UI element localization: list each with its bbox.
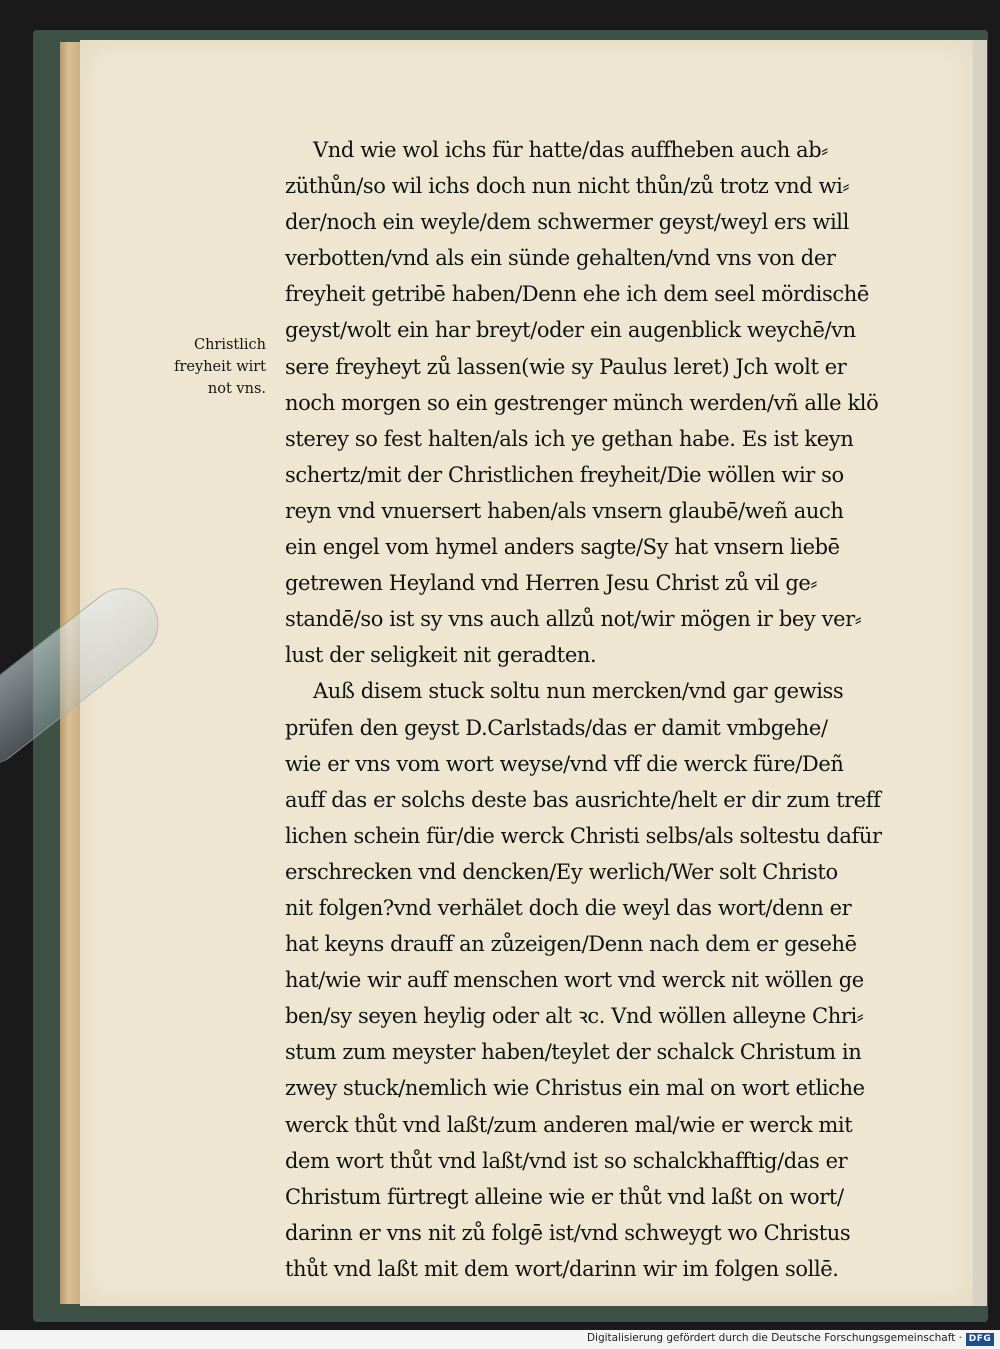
text-line: standē/so ist sy vns auch allzů not/wir mögen ir bey ver⸗ — [285, 607, 862, 632]
page-gutter — [973, 40, 987, 1306]
text-line: hat keyns drauff an zůzeigen/Denn nach dem er gesehē — [285, 932, 857, 957]
text-line: lichen schein für/die werck Christi selbs/als soltestu dafür — [285, 823, 882, 848]
text-line: auff das er solchs deste bas ausrichte/helt er dir zum treff — [285, 787, 881, 812]
text-line: werck thůt vnd laßt/zum anderen mal/wie er werck mit — [285, 1112, 853, 1137]
text-line: Auß disem stuck soltu nun mercken/vnd gar gewiss — [313, 679, 844, 704]
text-line: zwey stuck/nemlich wie Christus ein mal on wort etliche — [285, 1076, 865, 1101]
text-line: sere freyheyt zů lassen(wie sy Paulus leret) Jch wolt er — [285, 354, 847, 379]
footer-bar — [0, 1330, 1000, 1349]
main-text-block — [285, 132, 920, 1287]
text-line: prüfen den geyst D.Carlstads/das er damit vmbgehe/ — [285, 715, 828, 740]
text-line: erschrecken vnd dencken/Ey werlich/Wer solt Christo — [285, 859, 838, 884]
text-line: noch morgen so ein gestrenger münch werden/vñ alle klö — [285, 390, 879, 415]
dfg-logo: DFG — [966, 1333, 994, 1346]
text-line: freyheit getribē haben/Denn ehe ich dem seel mördischē — [285, 282, 869, 307]
text-line: ein engel vom hymel anders sagte/Sy hat vnsern liebē — [285, 535, 840, 560]
text-line: geyst/wolt ein har breyt/oder ein augenblick weychē/vn — [285, 318, 856, 343]
text-line: schertz/mit der Christlichen freyheit/Die wöllen wir so — [285, 462, 844, 487]
text-line: verbotten/vnd als ein sünde gehalten/vnd vns von der — [285, 246, 836, 271]
text-line: dem wort thůt vnd laßt/vnd ist so schalckhafftig/das er — [285, 1148, 848, 1173]
text-line: ben/sy seyen heylig oder alt ꝛc. Vnd wöllen alleyne Chri⸗ — [285, 1004, 864, 1029]
text-line: Vnd wie wol ichs für hatte/das auffheben auch ab⸗ — [313, 138, 828, 162]
text-line: thůt vnd laßt mit dem wort/darinn wir im folgen sollē. — [285, 1256, 839, 1281]
text-line: der/noch ein weyle/dem schwermer geyst/weyl ers will — [285, 210, 849, 235]
text-line: Christum fürtregt alleine wie er thůt vnd laßt on wort/ — [285, 1184, 844, 1209]
text-line: stum zum meyster haben/teylet der schalck Christum in — [285, 1040, 862, 1065]
text-line: nit folgen?vnd verhälet doch die weyl das wort/denn er — [285, 895, 852, 920]
text-line: getrewen Heyland vnd Herren Jesu Christ zů vil ge⸗ — [285, 571, 817, 596]
margin-note-line: not vns. — [207, 381, 266, 397]
text-line: züthůn/so wil ichs doch nun nicht thůn/zů trotz vnd wi⸗ — [285, 174, 850, 199]
margin-note-line: Christlich — [193, 337, 266, 353]
margin-note-line: freyheit wirt — [174, 359, 266, 375]
margin-note — [148, 334, 266, 400]
text-line: wie er vns vom wort weyse/vnd vff die werck füre/Deñ — [285, 751, 844, 776]
text-line: lust der seligkeit nit geradten. — [285, 643, 597, 668]
text-line: darinn er vns nit zů folgē ist/vnd schweygt wo Christus — [285, 1220, 851, 1245]
text-line: sterey so fest halten/als ich ye gethan habe. Es ist keyn — [285, 426, 854, 451]
funding-credit: Digitalisierung gefördert durch die Deutsche Forschungsgemeinschaft · — [586, 1332, 962, 1344]
text-line: hat/wie wir auff menschen wort vnd werck nit wöllen ge — [285, 968, 864, 993]
text-line: reyn vnd vnuersert haben/als vnsern glaubē/weñ auch — [285, 498, 844, 523]
